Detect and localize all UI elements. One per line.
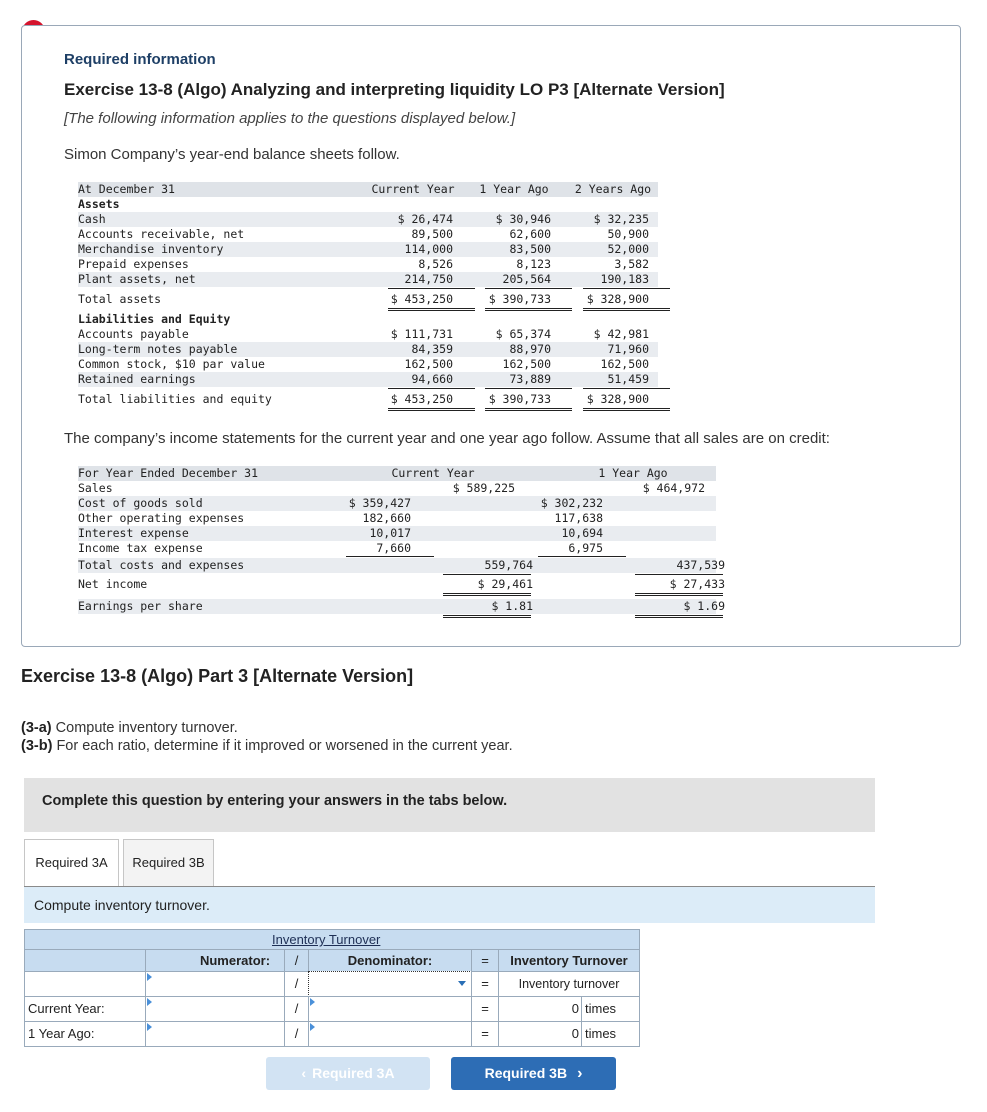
numerator-header: Numerator: bbox=[145, 949, 285, 972]
bs-col-2yr: 2 Years Ago bbox=[574, 182, 652, 196]
exercise-title: Exercise 13-8 (Algo) Analyzing and interpreting liquidity LO P3 [Alternate Version] bbox=[64, 80, 725, 99]
unit-current: times bbox=[581, 996, 640, 1022]
result-label: Inventory turnover bbox=[498, 971, 640, 997]
next-tab-button[interactable]: Required 3B › bbox=[451, 1057, 616, 1090]
result-value-prev: 0 bbox=[498, 1021, 582, 1047]
bs-row: Common stock, $10 par value 162,500 162,500 162,500 bbox=[78, 357, 649, 371]
is-net-income: Net income $ 29,461 $ 27,433 bbox=[78, 577, 725, 591]
row-label-prev: 1 Year Ago: bbox=[24, 1021, 146, 1047]
bs-col-1yr: 1 Year Ago bbox=[479, 182, 549, 196]
slash: / bbox=[284, 971, 309, 997]
slash: / bbox=[284, 996, 309, 1022]
is-col-label: For Year Ended December 31 bbox=[78, 466, 259, 480]
is-row: Income tax expense 7,660 6,975 bbox=[78, 541, 603, 555]
result-value-current: 0 bbox=[498, 996, 582, 1022]
tab-required-3a[interactable]: Required 3A bbox=[24, 839, 119, 887]
result-header: Inventory Turnover bbox=[498, 949, 640, 972]
prev-tab-button[interactable]: ‹ Required 3A bbox=[266, 1057, 430, 1090]
bs-row: Retained earnings 94,660 73,889 51,459 bbox=[78, 372, 649, 386]
row-label-current: Current Year: bbox=[24, 996, 146, 1022]
inventory-turnover-grid bbox=[24, 929, 640, 1047]
required-info-label: Required information bbox=[64, 51, 216, 68]
bs-col-label: At December 31 bbox=[78, 182, 175, 196]
denominator-input-prev[interactable] bbox=[308, 1021, 472, 1047]
balance-sheet-table bbox=[78, 182, 658, 412]
assets-heading: Assets bbox=[78, 197, 120, 211]
bs-row: Accounts payable $ 111,731 $ 65,374 $ 42,981 bbox=[78, 327, 649, 341]
equals-header: = bbox=[471, 949, 499, 972]
panel-instruction: Compute inventory turnover. bbox=[24, 887, 875, 923]
is-eps: Earnings per share $ 1.81 $ 1.69 bbox=[78, 599, 725, 613]
slash-header: / bbox=[284, 949, 309, 972]
bs-total-liab: Total liabilities and equity $ 453,250 $ 390,733 $ 328,900 bbox=[78, 392, 649, 406]
question-b: (3-b) For each ratio, determine if it improved or worsened in the current year. bbox=[21, 738, 513, 754]
is-sales-row: Sales $ 589,225 $ 464,972 bbox=[78, 481, 705, 495]
denominator-select[interactable] bbox=[308, 971, 472, 997]
bs-row: Cash $ 26,474 $ 30,946 $ 32,235 bbox=[78, 212, 649, 226]
required-info-box bbox=[21, 25, 961, 647]
is-row: Cost of goods sold $ 359,427 $ 302,232 bbox=[78, 496, 603, 510]
bs-row: Plant assets, net 214,750 205,564 190,183 bbox=[78, 272, 649, 286]
denominator-input-current[interactable] bbox=[308, 996, 472, 1022]
is-col-current: Current Year bbox=[391, 466, 475, 480]
complete-instructions: Complete this question by entering your answers in the tabs below. bbox=[24, 778, 875, 832]
info-note: [The following information applies to the questions displayed below.] bbox=[64, 110, 516, 127]
numerator-input-current[interactable] bbox=[145, 996, 285, 1022]
bs-row: Merchandise inventory 114,000 83,500 52,000 bbox=[78, 242, 649, 256]
income-statement-table bbox=[78, 466, 725, 618]
is-total-costs: Total costs and expenses 559,764 437,539 bbox=[78, 558, 725, 572]
chevron-left-icon: ‹ bbox=[301, 1065, 307, 1081]
chevron-down-icon[interactable] bbox=[458, 981, 466, 986]
equals: = bbox=[471, 996, 499, 1022]
chevron-right-icon: › bbox=[577, 1065, 583, 1082]
grid-title: Inventory Turnover bbox=[272, 932, 381, 947]
equals: = bbox=[471, 1021, 499, 1047]
bs-col-current: Current Year bbox=[371, 182, 455, 196]
income-statement-intro: The company’s income statements for the current year and one year ago follow. Assume that all sales are on credit: bbox=[64, 430, 830, 447]
bs-row: Accounts receivable, net 89,500 62,600 50,900 bbox=[78, 227, 649, 241]
numerator-select[interactable] bbox=[145, 971, 285, 997]
liab-heading: Liabilities and Equity bbox=[78, 312, 231, 326]
slash: / bbox=[284, 1021, 309, 1047]
tab-required-3b[interactable]: Required 3B bbox=[123, 839, 214, 887]
is-row: Other operating expenses 182,660 117,638 bbox=[78, 511, 603, 525]
numerator-input-prev[interactable] bbox=[145, 1021, 285, 1047]
is-row: Interest expense 10,017 10,694 bbox=[78, 526, 603, 540]
balance-sheet-intro: Simon Company’s year-end balance sheets follow. bbox=[64, 146, 400, 163]
bs-row: Long-term notes payable 84,359 88,970 71,960 bbox=[78, 342, 649, 356]
unit-prev: times bbox=[581, 1021, 640, 1047]
equals: = bbox=[471, 971, 499, 997]
question-a: (3-a) Compute inventory turnover. bbox=[21, 720, 238, 736]
denominator-header: Denominator: bbox=[308, 949, 472, 972]
part-title: Exercise 13-8 (Algo) Part 3 [Alternate Version] bbox=[21, 666, 414, 686]
bs-total-assets: Total assets $ 453,250 $ 390,733 $ 328,900 bbox=[78, 292, 649, 306]
is-col-1yr: 1 Year Ago bbox=[598, 466, 668, 480]
bs-row: Prepaid expenses 8,526 8,123 3,582 bbox=[78, 257, 649, 271]
